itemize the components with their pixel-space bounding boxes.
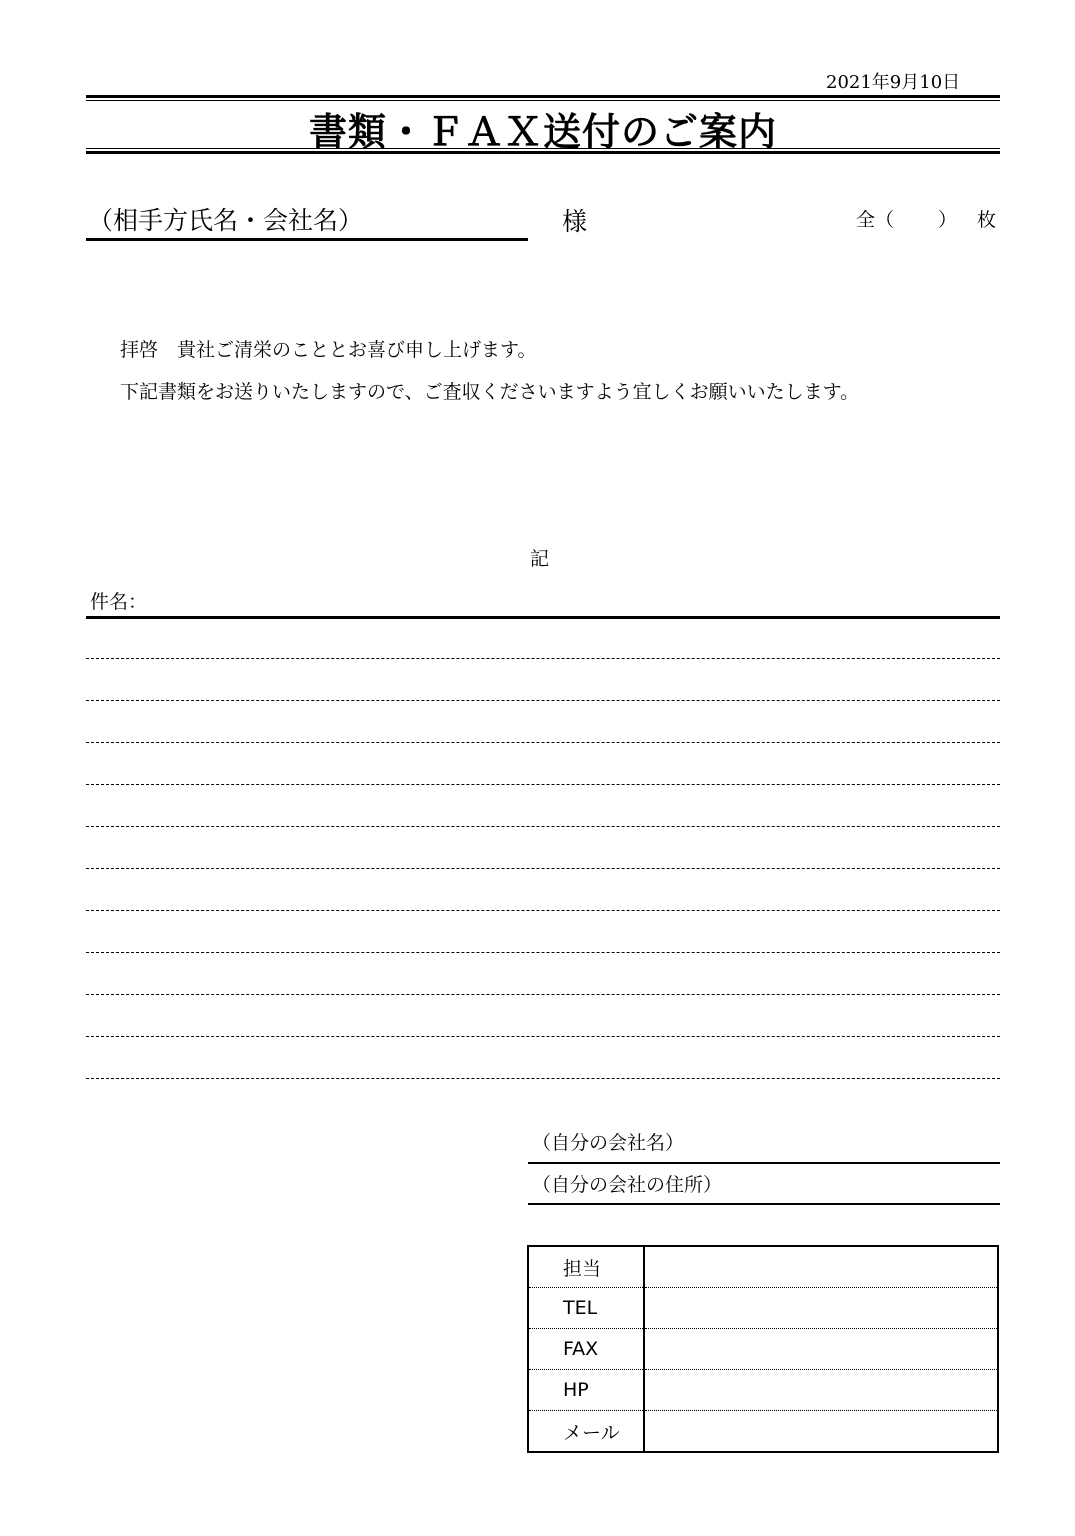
contact-label: HP	[528, 1370, 644, 1411]
contact-label: メール	[528, 1411, 644, 1453]
sender-company[interactable]: （自分の会社名）	[532, 1132, 685, 1154]
contact-table	[527, 1245, 999, 1453]
entry-line[interactable]	[86, 868, 1000, 869]
entry-line[interactable]	[86, 742, 1000, 743]
entry-line[interactable]	[86, 1078, 1000, 1079]
entry-line[interactable]	[86, 826, 1000, 827]
contact-label: FAX	[528, 1329, 644, 1370]
ki-heading: 記	[530, 548, 550, 570]
contact-label: 担当	[528, 1246, 644, 1288]
subject-label: 件名：	[90, 591, 148, 613]
contact-value-field[interactable]	[644, 1411, 998, 1453]
entry-line[interactable]	[86, 910, 1000, 911]
entry-line[interactable]	[86, 994, 1000, 995]
entry-line[interactable]	[86, 658, 1000, 659]
recipient-honorific: 様	[562, 207, 588, 236]
page-count-prefix: 全（	[856, 209, 895, 231]
title-rule-bottom-thin	[86, 148, 1000, 149]
sender-address[interactable]: （自分の会社の住所）	[532, 1174, 723, 1196]
entry-line[interactable]	[86, 700, 1000, 701]
entry-line[interactable]	[86, 1036, 1000, 1037]
contact-row-hp	[528, 1370, 998, 1411]
contact-row-person	[528, 1246, 998, 1288]
contact-value-field[interactable]	[644, 1246, 998, 1288]
contact-label: TEL	[528, 1288, 644, 1329]
title-rule-bottom-thick	[86, 151, 1000, 154]
request-text: 下記書類をお送りいたしますので、ご査収くださいますよう宜しくお願いいたします。	[120, 381, 860, 403]
entry-line[interactable]	[86, 952, 1000, 953]
title-rule-top-thick	[86, 95, 1000, 98]
contact-row-fax	[528, 1329, 998, 1370]
page-count	[856, 205, 996, 232]
contact-value-field[interactable]	[644, 1288, 998, 1329]
recipient-name[interactable]: （相手方氏名・会社名）	[88, 206, 364, 235]
greeting-text: 拝啓 貴社ご清栄のこととお喜び申し上げます。	[120, 339, 537, 361]
document-date: 2021年9月10日	[826, 72, 961, 93]
sender-company-underline	[528, 1162, 1000, 1164]
contact-row-email	[528, 1411, 998, 1453]
subject-underline	[86, 616, 1000, 619]
entry-line[interactable]	[86, 784, 1000, 785]
document-title: 書類・ＦＡＸ送付のご案内	[308, 109, 777, 154]
page-count-suffix: 枚	[977, 209, 997, 231]
recipient-underline	[86, 238, 528, 241]
contact-row-tel	[528, 1288, 998, 1329]
contact-value-field[interactable]	[644, 1370, 998, 1411]
sender-address-underline	[528, 1203, 1000, 1205]
contact-value-field[interactable]	[644, 1329, 998, 1370]
page-count-close: ）	[938, 209, 958, 231]
